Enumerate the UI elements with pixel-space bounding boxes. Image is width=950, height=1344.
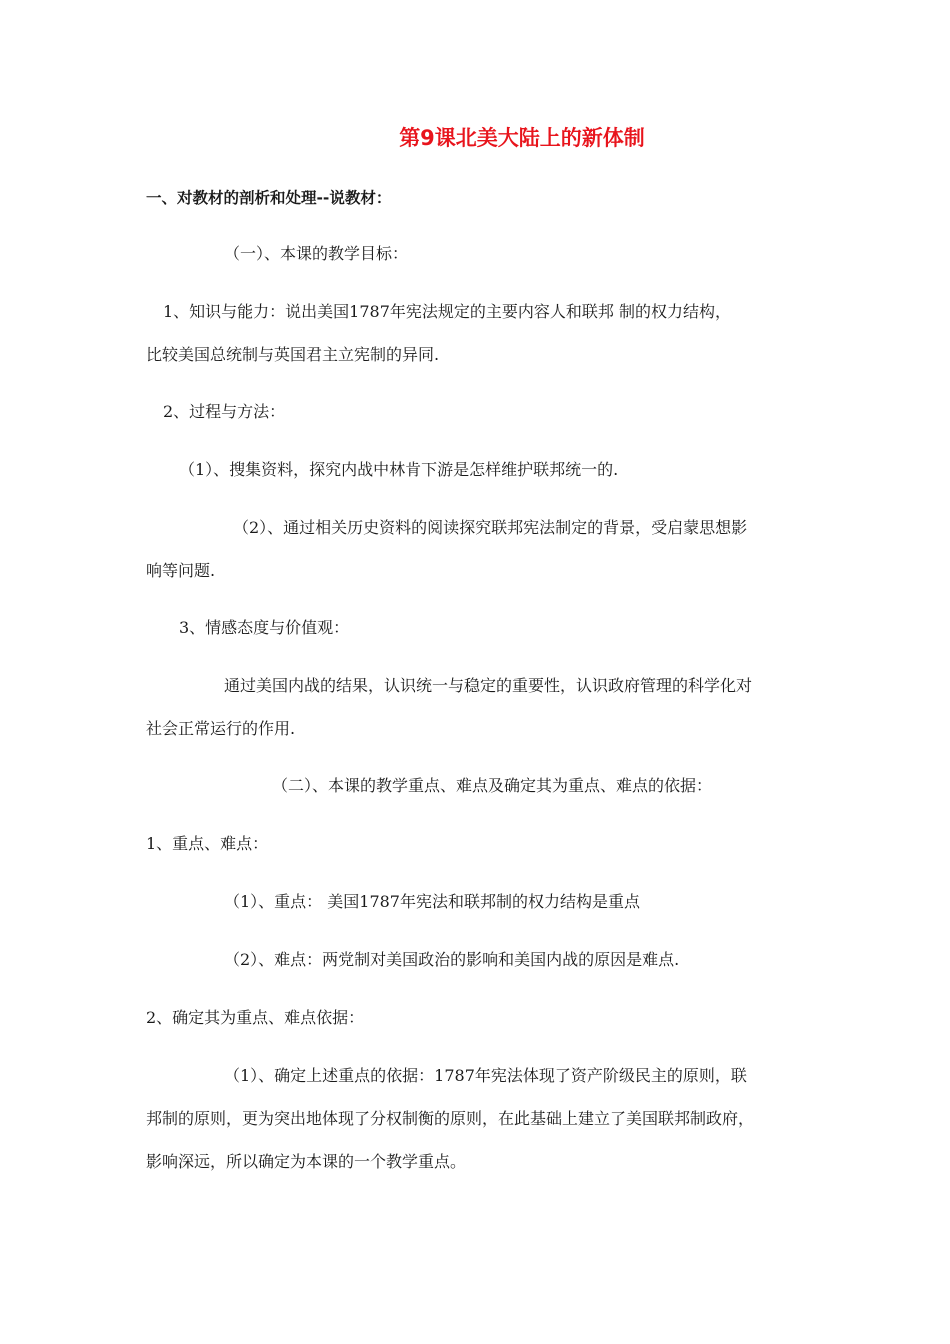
paragraph-line: 响等问题. bbox=[146, 561, 216, 580]
item-heading-process: 2、过程与方法： bbox=[163, 402, 286, 421]
paragraph-line: （1）、确定上述重点的依据：1787年宪法体现了资产阶级民主的原则，联 bbox=[224, 1066, 747, 1085]
item-heading-basis: 2、确定其为重点、难点依据： bbox=[146, 1008, 365, 1027]
paragraph-line: 邦制的原则，更为突出地体现了分权制衡的原则，在此基础上建立了美国联邦制政府， bbox=[146, 1109, 755, 1128]
subsection-heading-objectives: （一）、本课的教学目标： bbox=[224, 244, 409, 263]
paragraph-line: （2）、通过相关历史资料的阅读探究联邦宪法制定的背景，受启蒙思想影 bbox=[233, 518, 748, 537]
page-title: 第9课北美大陆上的新体制 bbox=[399, 126, 645, 150]
section-heading: 一、对教材的剖析和处理--说教材： bbox=[146, 189, 392, 207]
paragraph-line: 通过美国内战的结果，认识统一与稳定的重要性，认识政府管理的科学化对 bbox=[224, 676, 753, 695]
paragraph-line: 1、知识与能力：说出美国1787年宪法规定的主要内容人和联邦 制的权力结构， bbox=[163, 302, 731, 321]
paragraph-line: （1）、重点： 美国1787年宪法和联邦制的权力结构是重点 bbox=[224, 892, 640, 911]
paragraph-line: 社会正常运行的作用. bbox=[146, 719, 296, 738]
paragraph-line: 影响深远，所以确定为本课的一个教学重点。 bbox=[146, 1152, 467, 1171]
subsection-heading-keypoints: （二）、本课的教学重点、难点及确定其为重点、难点的依据： bbox=[272, 776, 713, 795]
item-heading-emotion: 3、情感态度与价值观： bbox=[179, 618, 350, 637]
paragraph-line: （2）、难点：两党制对美国政治的影响和美国内战的原因是难点. bbox=[224, 950, 680, 969]
paragraph-line: （1）、搜集资料，探究内战中林肯下游是怎样维护联邦统一的. bbox=[179, 460, 619, 479]
paragraph-line: 比较美国总统制与英国君主立宪制的异同. bbox=[146, 345, 440, 364]
item-heading-keypoints: 1、重点、难点： bbox=[146, 834, 269, 853]
